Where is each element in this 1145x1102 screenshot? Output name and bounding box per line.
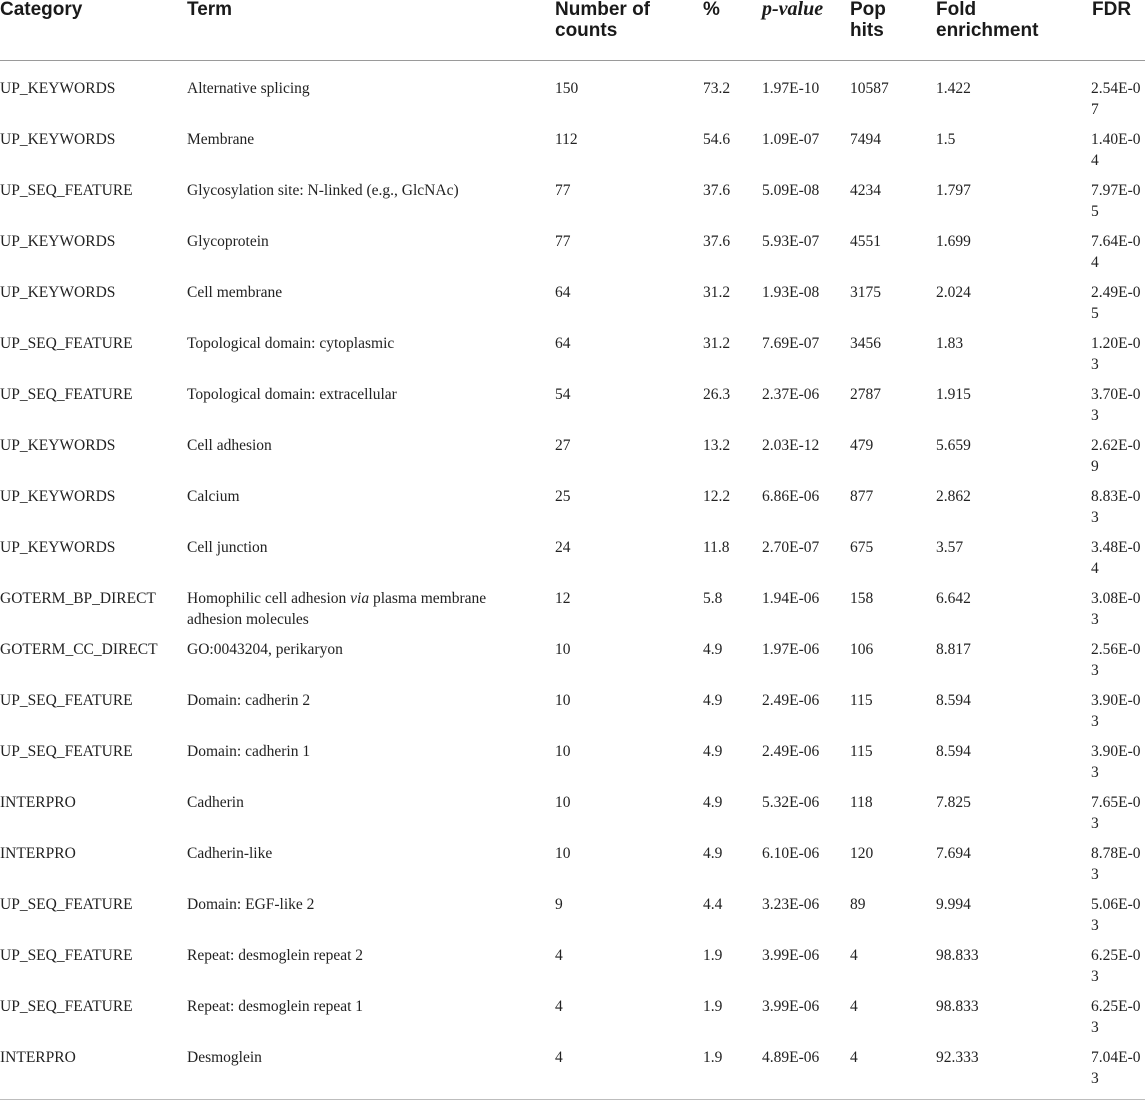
cell-term: Calcium bbox=[187, 488, 240, 505]
cell-p-value: 2.49E-06 bbox=[762, 692, 820, 709]
cell-term: Alternative splicing bbox=[187, 80, 310, 97]
cell-fdr: 8.83E-03 bbox=[1091, 488, 1141, 526]
cell-category: INTERPRO bbox=[0, 1049, 76, 1066]
cell-fold-enrichment: 7.694 bbox=[936, 845, 971, 862]
cell-p-value: 3.99E-06 bbox=[762, 947, 820, 964]
cell-number-of-counts: 54 bbox=[555, 386, 571, 403]
cell-number-of-counts: 27 bbox=[555, 437, 571, 454]
cell-fdr: 3.90E-03 bbox=[1091, 743, 1141, 781]
table-row bbox=[0, 826, 1145, 883]
cell-fdr: 3.70E-03 bbox=[1091, 386, 1141, 424]
cell-fold-enrichment: 98.833 bbox=[936, 947, 979, 964]
cell-fold-enrichment: 98.833 bbox=[936, 998, 979, 1015]
cell-number-of-counts: 4 bbox=[555, 947, 563, 964]
cell-fold-enrichment: 1.915 bbox=[936, 386, 971, 403]
cell-percent: 4.9 bbox=[703, 692, 723, 709]
cell-p-value: 5.93E-07 bbox=[762, 233, 820, 250]
cell-pop-hits: 115 bbox=[850, 743, 873, 760]
cell-percent: 31.2 bbox=[703, 284, 731, 301]
cell-percent: 54.6 bbox=[703, 131, 731, 148]
cell-percent: 37.6 bbox=[703, 233, 731, 250]
cell-percent: 31.2 bbox=[703, 335, 731, 352]
cell-number-of-counts: 4 bbox=[555, 998, 563, 1015]
cell-fold-enrichment: 2.862 bbox=[936, 488, 971, 505]
cell-fdr: 2.56E-03 bbox=[1091, 641, 1141, 679]
cell-fold-enrichment: 1.83 bbox=[936, 335, 964, 352]
cell-fdr: 2.49E-05 bbox=[1091, 284, 1141, 322]
table-row bbox=[0, 163, 1145, 220]
header-p-value: p-value bbox=[762, 0, 824, 20]
cell-fdr: 7.04E-03 bbox=[1091, 1049, 1141, 1087]
table-row bbox=[0, 1030, 1145, 1087]
header-fold-enrichment: Fold enrichment bbox=[936, 0, 1039, 41]
cell-category: UP_KEYWORDS bbox=[0, 233, 116, 250]
cell-fold-enrichment: 5.659 bbox=[936, 437, 971, 454]
cell-term: Repeat: desmoglein repeat 1 bbox=[187, 998, 364, 1015]
cell-percent: 4.9 bbox=[703, 743, 723, 760]
cell-fdr: 2.62E-09 bbox=[1091, 437, 1141, 475]
header-fdr: FDR bbox=[1092, 0, 1132, 20]
cell-fold-enrichment: 9.994 bbox=[936, 896, 971, 913]
cell-fdr: 5.06E-03 bbox=[1091, 896, 1141, 934]
cell-category: UP_SEQ_FEATURE bbox=[0, 386, 133, 403]
cell-term: Repeat: desmoglein repeat 2 bbox=[187, 947, 364, 964]
table-row bbox=[0, 571, 1145, 628]
cell-category: UP_SEQ_FEATURE bbox=[0, 692, 133, 709]
cell-number-of-counts: 9 bbox=[555, 896, 563, 913]
cell-fdr: 7.64E-04 bbox=[1091, 233, 1141, 271]
cell-percent: 26.3 bbox=[703, 386, 731, 403]
table-row bbox=[0, 775, 1145, 832]
cell-p-value: 7.69E-07 bbox=[762, 335, 820, 352]
cell-category: INTERPRO bbox=[0, 845, 76, 862]
cell-pop-hits: 106 bbox=[850, 641, 874, 658]
cell-category: UP_KEYWORDS bbox=[0, 437, 116, 454]
cell-pop-hits: 479 bbox=[850, 437, 874, 454]
cell-pop-hits: 158 bbox=[850, 590, 874, 607]
table-bottom-rule bbox=[0, 1099, 1145, 1100]
cell-number-of-counts: 64 bbox=[555, 284, 571, 301]
cell-category: UP_KEYWORDS bbox=[0, 80, 116, 97]
cell-term: Topological domain: extracellular bbox=[187, 386, 397, 403]
header-category: Category bbox=[0, 0, 83, 20]
cell-term: Cell membrane bbox=[187, 284, 283, 301]
cell-term: Domain: cadherin 1 bbox=[187, 743, 311, 760]
cell-term: Glycosylation site: N-linked (e.g., GlcNAc) bbox=[187, 182, 459, 199]
cell-p-value: 5.09E-08 bbox=[762, 182, 820, 199]
cell-pop-hits: 4 bbox=[850, 1049, 858, 1066]
cell-number-of-counts: 25 bbox=[555, 488, 571, 505]
term-text-after: plasma membrane adhesion molecules bbox=[187, 590, 487, 628]
cell-percent: 4.9 bbox=[703, 845, 723, 862]
cell-fold-enrichment: 1.5 bbox=[936, 131, 956, 148]
cell-term: Desmoglein bbox=[187, 1049, 262, 1066]
table-row bbox=[0, 214, 1145, 271]
cell-fold-enrichment: 1.797 bbox=[936, 182, 971, 199]
cell-fdr: 3.48E-04 bbox=[1091, 539, 1141, 577]
cell-pop-hits: 10587 bbox=[850, 80, 889, 97]
cell-number-of-counts: 10 bbox=[555, 641, 571, 658]
cell-number-of-counts: 10 bbox=[555, 743, 571, 760]
cell-fdr: 3.90E-03 bbox=[1091, 692, 1141, 730]
cell-p-value: 1.93E-08 bbox=[762, 284, 820, 301]
cell-pop-hits: 2787 bbox=[850, 386, 881, 403]
cell-category: INTERPRO bbox=[0, 794, 76, 811]
cell-pop-hits: 877 bbox=[850, 488, 874, 505]
cell-term: Cadherin bbox=[187, 794, 244, 811]
cell-percent: 73.2 bbox=[703, 80, 731, 97]
cell-percent: 12.2 bbox=[703, 488, 731, 505]
cell-number-of-counts: 24 bbox=[555, 539, 571, 556]
cell-fold-enrichment: 92.333 bbox=[936, 1049, 979, 1066]
cell-p-value: 6.86E-06 bbox=[762, 488, 820, 505]
cell-fold-enrichment: 1.422 bbox=[936, 80, 971, 97]
table-row bbox=[0, 724, 1145, 781]
cell-percent: 1.9 bbox=[703, 1049, 723, 1066]
cell-term: Cell junction bbox=[187, 539, 268, 556]
cell-p-value: 2.49E-06 bbox=[762, 743, 820, 760]
cell-fdr: 6.25E-03 bbox=[1091, 998, 1141, 1036]
cell-term: Membrane bbox=[187, 131, 255, 148]
cell-term: Cadherin-like bbox=[187, 845, 273, 862]
table-row bbox=[0, 367, 1145, 424]
cell-pop-hits: 3175 bbox=[850, 284, 881, 301]
cell-category: UP_KEYWORDS bbox=[0, 284, 116, 301]
header-term: Term bbox=[187, 0, 233, 20]
cell-p-value: 2.70E-07 bbox=[762, 539, 820, 556]
cell-percent: 13.2 bbox=[703, 437, 731, 454]
header-percent: % bbox=[703, 0, 720, 20]
cell-number-of-counts: 150 bbox=[555, 80, 579, 97]
cell-number-of-counts: 10 bbox=[555, 794, 571, 811]
cell-fold-enrichment: 3.57 bbox=[936, 539, 964, 556]
cell-pop-hits: 115 bbox=[850, 692, 873, 709]
table-row bbox=[0, 112, 1145, 169]
cell-percent: 4.9 bbox=[703, 794, 723, 811]
cell-pop-hits: 118 bbox=[850, 794, 873, 811]
cell-term: Glycoprotein bbox=[187, 233, 269, 250]
cell-p-value: 5.32E-06 bbox=[762, 794, 820, 811]
cell-number-of-counts: 77 bbox=[555, 233, 571, 250]
cell-number-of-counts: 64 bbox=[555, 335, 571, 352]
cell-category: UP_KEYWORDS bbox=[0, 488, 116, 505]
cell-fdr: 1.20E-03 bbox=[1091, 335, 1141, 373]
table-row bbox=[0, 979, 1145, 1036]
cell-fold-enrichment: 8.594 bbox=[936, 692, 971, 709]
cell-pop-hits: 4234 bbox=[850, 182, 881, 199]
table-row bbox=[0, 673, 1145, 730]
cell-pop-hits: 120 bbox=[850, 845, 874, 862]
cell-fdr: 7.97E-05 bbox=[1091, 182, 1141, 220]
cell-fdr: 2.54E-07 bbox=[1091, 80, 1141, 118]
cell-percent: 37.6 bbox=[703, 182, 731, 199]
cell-fold-enrichment: 6.642 bbox=[936, 590, 971, 607]
cell-category: UP_SEQ_FEATURE bbox=[0, 947, 133, 964]
table-row bbox=[0, 265, 1145, 322]
cell-category: UP_KEYWORDS bbox=[0, 131, 116, 148]
cell-p-value: 2.37E-06 bbox=[762, 386, 820, 403]
cell-fdr: 6.25E-03 bbox=[1091, 947, 1141, 985]
cell-term: Domain: EGF-like 2 bbox=[187, 896, 315, 913]
cell-fold-enrichment: 2.024 bbox=[936, 284, 971, 301]
cell-p-value: 3.23E-06 bbox=[762, 896, 820, 913]
table-row bbox=[0, 877, 1145, 934]
cell-pop-hits: 675 bbox=[850, 539, 874, 556]
cell-number-of-counts: 112 bbox=[555, 131, 578, 148]
cell-percent: 4.9 bbox=[703, 641, 723, 658]
cell-pop-hits: 89 bbox=[850, 896, 866, 913]
cell-number-of-counts: 77 bbox=[555, 182, 571, 199]
cell-fdr: 3.08E-03 bbox=[1091, 590, 1141, 628]
cell-fold-enrichment: 8.594 bbox=[936, 743, 971, 760]
header-number-of-counts: Number of counts bbox=[555, 0, 650, 41]
cell-number-of-counts: 10 bbox=[555, 692, 571, 709]
cell-percent: 4.4 bbox=[703, 896, 723, 913]
cell-category: UP_SEQ_FEATURE bbox=[0, 896, 133, 913]
cell-category: GOTERM_CC_DIRECT bbox=[0, 641, 158, 658]
cell-percent: 1.9 bbox=[703, 947, 723, 964]
cell-term: Topological domain: cytoplasmic bbox=[187, 335, 395, 352]
cell-fold-enrichment: 1.699 bbox=[936, 233, 971, 250]
table-row bbox=[0, 928, 1145, 985]
table-row bbox=[0, 61, 1145, 118]
cell-term: GO:0043204, perikaryon bbox=[187, 641, 343, 658]
table-header-row bbox=[0, 0, 1145, 61]
cell-number-of-counts: 12 bbox=[555, 590, 571, 607]
cell-p-value: 1.97E-06 bbox=[762, 641, 820, 658]
cell-percent: 11.8 bbox=[703, 539, 730, 556]
cell-pop-hits: 7494 bbox=[850, 131, 881, 148]
cell-p-value: 2.03E-12 bbox=[762, 437, 820, 454]
cell-category: GOTERM_BP_DIRECT bbox=[0, 590, 156, 607]
cell-p-value: 1.94E-06 bbox=[762, 590, 820, 607]
cell-category: UP_KEYWORDS bbox=[0, 539, 116, 556]
cell-pop-hits: 3456 bbox=[850, 335, 881, 352]
cell-p-value: 3.99E-06 bbox=[762, 998, 820, 1015]
table-row bbox=[0, 316, 1145, 373]
cell-percent: 5.8 bbox=[703, 590, 723, 607]
term-text-before: Homophilic cell adhesion bbox=[187, 590, 351, 607]
cell-p-value: 4.89E-06 bbox=[762, 1049, 820, 1066]
cell-fold-enrichment: 7.825 bbox=[936, 794, 971, 811]
cell-percent: 1.9 bbox=[703, 998, 723, 1015]
term-text-italic: via bbox=[350, 590, 370, 607]
cell-fdr: 7.65E-03 bbox=[1091, 794, 1141, 832]
table-row bbox=[0, 622, 1145, 679]
table-row bbox=[0, 418, 1145, 475]
table-row bbox=[0, 520, 1145, 577]
cell-p-value: 6.10E-06 bbox=[762, 845, 820, 862]
cell-p-value: 1.97E-10 bbox=[762, 80, 820, 97]
cell-fold-enrichment: 8.817 bbox=[936, 641, 971, 658]
cell-p-value: 1.09E-07 bbox=[762, 131, 820, 148]
cell-category: UP_SEQ_FEATURE bbox=[0, 743, 133, 760]
cell-number-of-counts: 10 bbox=[555, 845, 571, 862]
cell-term: Domain: cadherin 2 bbox=[187, 692, 311, 709]
table-row bbox=[0, 469, 1145, 526]
cell-fdr: 8.78E-03 bbox=[1091, 845, 1141, 883]
cell-fdr: 1.40E-04 bbox=[1091, 131, 1141, 169]
header-pop-hits: Pop hits bbox=[850, 0, 886, 41]
cell-number-of-counts: 4 bbox=[555, 1049, 563, 1066]
cell-term: Cell adhesion bbox=[187, 437, 272, 454]
cell-category: UP_SEQ_FEATURE bbox=[0, 998, 133, 1015]
cell-category: UP_SEQ_FEATURE bbox=[0, 335, 133, 352]
cell-pop-hits: 4551 bbox=[850, 233, 881, 250]
cell-category: UP_SEQ_FEATURE bbox=[0, 182, 133, 199]
table-body bbox=[0, 61, 1145, 1087]
cell-pop-hits: 4 bbox=[850, 998, 858, 1015]
cell-pop-hits: 4 bbox=[850, 947, 858, 964]
